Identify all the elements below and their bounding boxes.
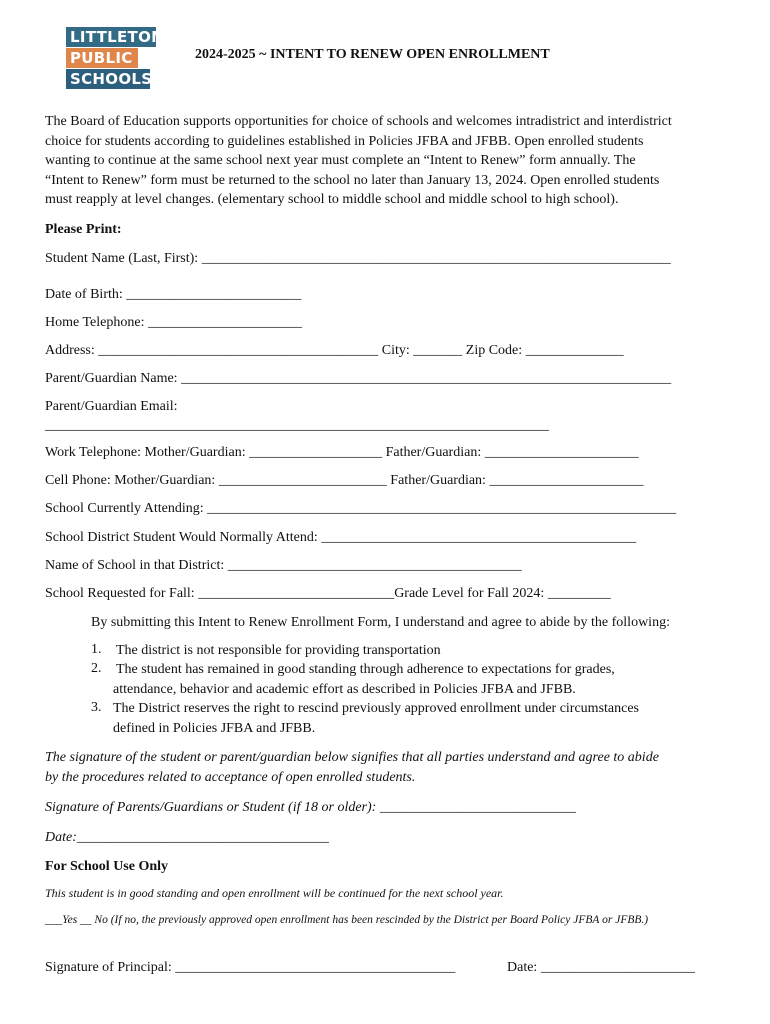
intro-line: “Intent to Renew” form must be returned to the school no later than January 13, 2024. Open enrolled students	[45, 172, 660, 188]
student-name-field[interactable]: Student Name (Last, First): ___________________________________________________________________	[45, 251, 671, 266]
signature-statement: The signature of the student or parent/guardian below signifies that all parties understand and agree to abide	[45, 750, 659, 765]
page-title: 2024-2025 ~ INTENT TO RENEW OPEN ENROLLMENT	[195, 47, 550, 62]
parent-name-field[interactable]: Parent/Guardian Name: ______________________________________________________________________	[45, 371, 672, 386]
home-telephone-field[interactable]: Home Telephone: ______________________	[45, 315, 302, 330]
please-print-heading: Please Print:	[45, 222, 122, 237]
cell-phone-field[interactable]: Cell Phone: Mother/Guardian: ________________________ Father/Guardian: ______________________	[45, 473, 644, 488]
parent-email-field[interactable]: ________________________________________________________________________	[45, 418, 549, 433]
intro-line: The Board of Education supports opportunities for choice of schools and welcomes intradistrict and interdistrict	[45, 114, 672, 129]
intro-paragraph	[45, 112, 735, 210]
school-use-heading: For School Use Only	[45, 859, 169, 874]
agreement-item-2: The student has remained in good standing through adherence to expectations for grades,	[116, 662, 615, 677]
parent-email-label: Parent/Guardian Email:	[45, 399, 178, 414]
agreement-item-2-cont: attendance, behavior and academic effort as described in Policies JFBA and JFBB.	[113, 682, 576, 697]
principal-date-field[interactable]: Date: ______________________	[507, 960, 695, 975]
intro-line: wanting to continue at the same school next year must complete an “Intent to Renew” form annually. The	[45, 153, 636, 168]
date-of-birth-field[interactable]: Date of Birth: _________________________	[45, 287, 302, 302]
agreement-lead: By submitting this Intent to Renew Enrollment Form, I understand and agree to abide by the following:	[91, 615, 670, 630]
work-telephone-field[interactable]: Work Telephone: Mother/Guardian: ___________________ Father/Guardian: ______________________	[45, 445, 639, 460]
school-name-field[interactable]: Name of School in that District: __________________________________________	[45, 558, 522, 573]
intro-line: choice for students according to guidelines established in Policies JFBA and JFBB. Open enrolled students	[45, 133, 644, 149]
list-number: 2.	[91, 661, 102, 676]
agreement-item-3: The District reserves the right to rescind previously approved enrollment under circumstances	[113, 701, 639, 716]
district-logo	[66, 27, 164, 89]
school-requested-field[interactable]: School Requested for Fall: ____________________________Grade Level for Fall 2024: _________	[45, 586, 611, 601]
list-number: 1.	[91, 642, 102, 657]
standing-statement: This student is in good standing and open enrollment will be continued for the next school year.	[45, 886, 504, 900]
intro-line: must reapply at level changes. (elementary school to middle school and middle school to high school).	[45, 192, 619, 207]
logo-line-public: PUBLIC	[66, 48, 138, 68]
yes-no-selection[interactable]: ___Yes __ No (If no, the previously approved open enrollment has been rescinded by the District per Board Policy JFBA or JFBB.)	[45, 914, 649, 926]
signature-statement-cont: by the procedures related to acceptance of open enrolled students.	[45, 770, 416, 785]
parent-signature-field[interactable]: Signature of Parents/Guardians or Student (if 18 or older): ____________________________	[45, 800, 576, 815]
list-number: 3.	[91, 700, 102, 715]
logo-line-schools: SCHOOLS	[66, 69, 150, 89]
agreement-item-1: The district is not responsible for providing transportation	[116, 643, 441, 658]
logo-line-littleton: LITTLETON	[66, 27, 156, 47]
signature-date-field[interactable]: Date:____________________________________	[45, 830, 329, 845]
agreement-item-3-cont: defined in Policies JFBA and JFBB.	[113, 721, 316, 736]
principal-signature-field[interactable]: Signature of Principal: ________________________________________	[45, 960, 456, 975]
district-school-field[interactable]: School District Student Would Normally Attend: _____________________________________________	[45, 530, 637, 545]
current-school-field[interactable]: School Currently Attending: ___________________________________________________________________	[45, 501, 677, 516]
address-field[interactable]: Address: ________________________________________ City: _______ Zip Code: ______________	[45, 343, 624, 358]
